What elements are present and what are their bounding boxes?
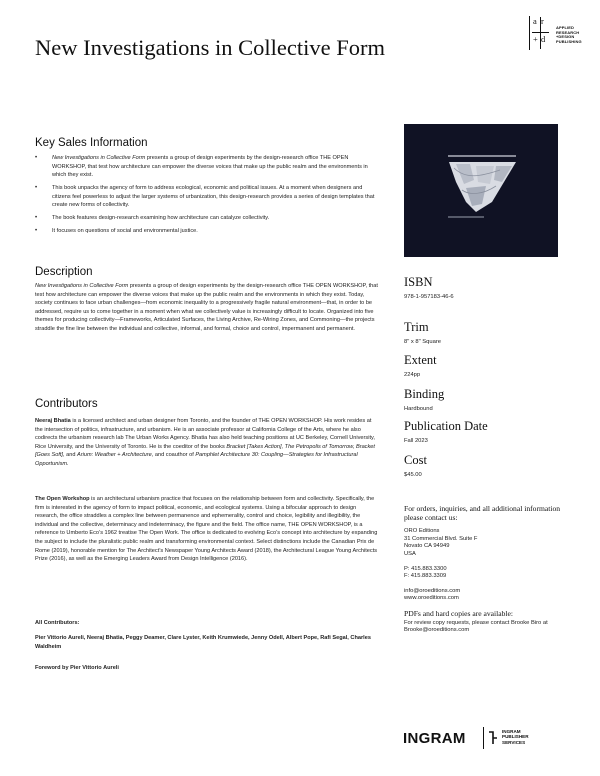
ard-logo-mark — [529, 16, 549, 50]
ingram-mark-icon — [488, 731, 498, 745]
list-item: • The book features design-research examining how architecture can catalyze collectivity. — [35, 214, 380, 223]
spec-extent — [404, 353, 574, 379]
spec-publication-date — [404, 419, 574, 445]
ingram-subtext: INGRAM PUBLISHER SERVICES — [502, 729, 529, 745]
book-title: New Investigations in Collective Form — [35, 35, 385, 60]
foreword-credit: Foreword by Pier Vittorio Aureli — [35, 665, 119, 671]
list-item: • New Investigations in Collective Form presents a group of design experiments by the design-research office THE OPEN WORKSHOP, that test how architecture can empower the diverse voices that make up the public realm and the environments in which they exist. — [35, 154, 380, 180]
phone: P: 415.883.3300 — [404, 565, 447, 572]
key-sales-heading: Key Sales Information — [35, 137, 148, 149]
key-sales-list — [35, 154, 380, 240]
spec-value: Hardbound — [404, 406, 433, 412]
bio-neeraj-bhatia: Neeraj Bhatia is a licensed architect and urban designer from Toronto, and the founder of THE OPEN WORKSHOP. His work resides at the intersection of politics, infrastructure, and urbanism. He is an associate professor at California College of the Arts, where he also codirects the urbanism research lab The Urban Works Agency. Bhatia has also held teaching positions at UC Berkeley, Cornell University, Rice University, and the University of Toronto. He is the coeditor of the books Bracket [Takes Action], The Petropolis of Tomorrow, Bracket [Goes Soft], and Arium: Weather + Architecture, and coauthor of Pamphlet Architecture 30: Coupling—Strategies for Infrastructural Opportunism. — [35, 418, 375, 467]
spec-cost — [404, 453, 574, 479]
spec-label: Cost — [404, 453, 427, 467]
logo-letter: a — [533, 16, 537, 26]
spec-value: 978-1-957183-46-6 — [404, 294, 454, 300]
spec-isbn — [404, 275, 574, 301]
logo-letter: d — [541, 34, 546, 44]
spec-label: Extent — [404, 353, 437, 367]
book-cover-image — [404, 124, 558, 257]
spec-binding — [404, 387, 574, 413]
spec-value: $45.00 — [404, 472, 422, 478]
web-block — [404, 588, 574, 603]
spec-label: Binding — [404, 387, 445, 401]
description-heading: Description — [35, 266, 93, 278]
description-text: New Investigations in Collective Form presents a group of design experiments by the design-research office THE OPEN WORKSHOP, that test how architecture can empower the diverse voices that make up the public realm and the environments in which they exist. Today, society continues to face urban challenges—from economic inequality to a progressively fragile natural environment—that, in order to be addressed, require us to come together in a moment when what we collectively value is increasingly difficult to locate. Organized into five themes for producing collectivity—Frameworks, Articulated Surfaces, the Living Archive, Re-Wiring Zones, and Commoning—the projects straddle the fine line between the individual and collective, informal, and formal, choice and control, impermanent and permanent. — [35, 283, 378, 332]
spec-label: ISBN — [404, 275, 433, 289]
ingram-wordmark: INGRAM — [403, 730, 466, 747]
spec-trim — [404, 320, 574, 346]
fax: F: 415.883.3309 — [404, 573, 447, 580]
spec-label: Publication Date — [404, 419, 488, 433]
ingram-logo — [403, 727, 563, 749]
spec-label: Trim — [404, 320, 429, 334]
address-block: ORO Editions 31 Commercial Blvd. Suite F Novato CA 94949 USA — [404, 528, 478, 557]
spec-value: Fall 2023 — [404, 438, 428, 444]
orders-heading: For orders, inquiries, and all additional information please contact us: — [404, 504, 561, 522]
orders-contact — [404, 505, 574, 635]
phone-block — [404, 566, 574, 581]
spec-value: 224pp — [404, 372, 421, 378]
all-contributors-label: All Contributors: — [35, 620, 80, 626]
contributors-heading: Contributors — [35, 398, 98, 410]
website-link[interactable]: www.oroeditions.com — [404, 595, 459, 602]
cover-art — [404, 124, 558, 257]
pdf-text: For review copy requests, please contact Brooke Biro at Brooke@oroeditions.com — [404, 619, 548, 634]
ard-publisher-logo — [529, 16, 589, 50]
spec-value: 8" x 8" Square — [404, 339, 441, 345]
pdf-heading: PDFs and hard copies are available: — [404, 608, 514, 618]
bio-open-workshop: The Open Workshop is an architectural urbanism practice that focuses on the relationship between form and collectivity. Specifically, the firm is interested in the agency of form to impact political, economic, and ecological systems. Using a bifocular approach to design research, the office straddles a complex line between permanence and ephemerality, control and choice, legibility and illegibility, the individual and the collective, determinacy and indeterminacy, the figure and the field. The office name, THE OPEN WORKSHOP, is a reference to Umberto Eco’s 1962 treatise The Open Work. The office is dedicated to evolving Eco’s concept into architecture by expanding the subject to include the pluralistic public realm and transforming environmental context. Select distinctions include the Canadian Prix de Rome (2019), honorable mention for The Architect’s Newspaper Young Architects Award (2018), the Architectural League Young Architects Prize (2016), as well as the Emerging Leaders Award from Design Intelligence (2016). — [35, 496, 378, 563]
email-link[interactable]: info@oroeditions.com — [404, 587, 461, 594]
logo-text: APPLIED RESEARCH +DESIGN PUBLISHING — [556, 25, 582, 44]
list-item: • This book unpacks the agency of form to address ecological, economic and political issues. At a moment when designers and citizens feel powerless to adjust the larger systems of urbanization, this design-research provides a series of design templates that create new forms of collectivity. — [35, 184, 380, 210]
logo-letter: r — [541, 16, 544, 26]
contributor-names: Pier Vittorio Aureli, Neeraj Bhatia, Peggy Deamer, Clare Lyster, Keith Krumwiede, Jenny Odell, Albert Pope, Rafi Segal, Charles Waldheim — [35, 635, 371, 650]
list-item: • It focuses on questions of social and environmental justice. — [35, 227, 380, 236]
logo-letter: + — [533, 34, 538, 44]
